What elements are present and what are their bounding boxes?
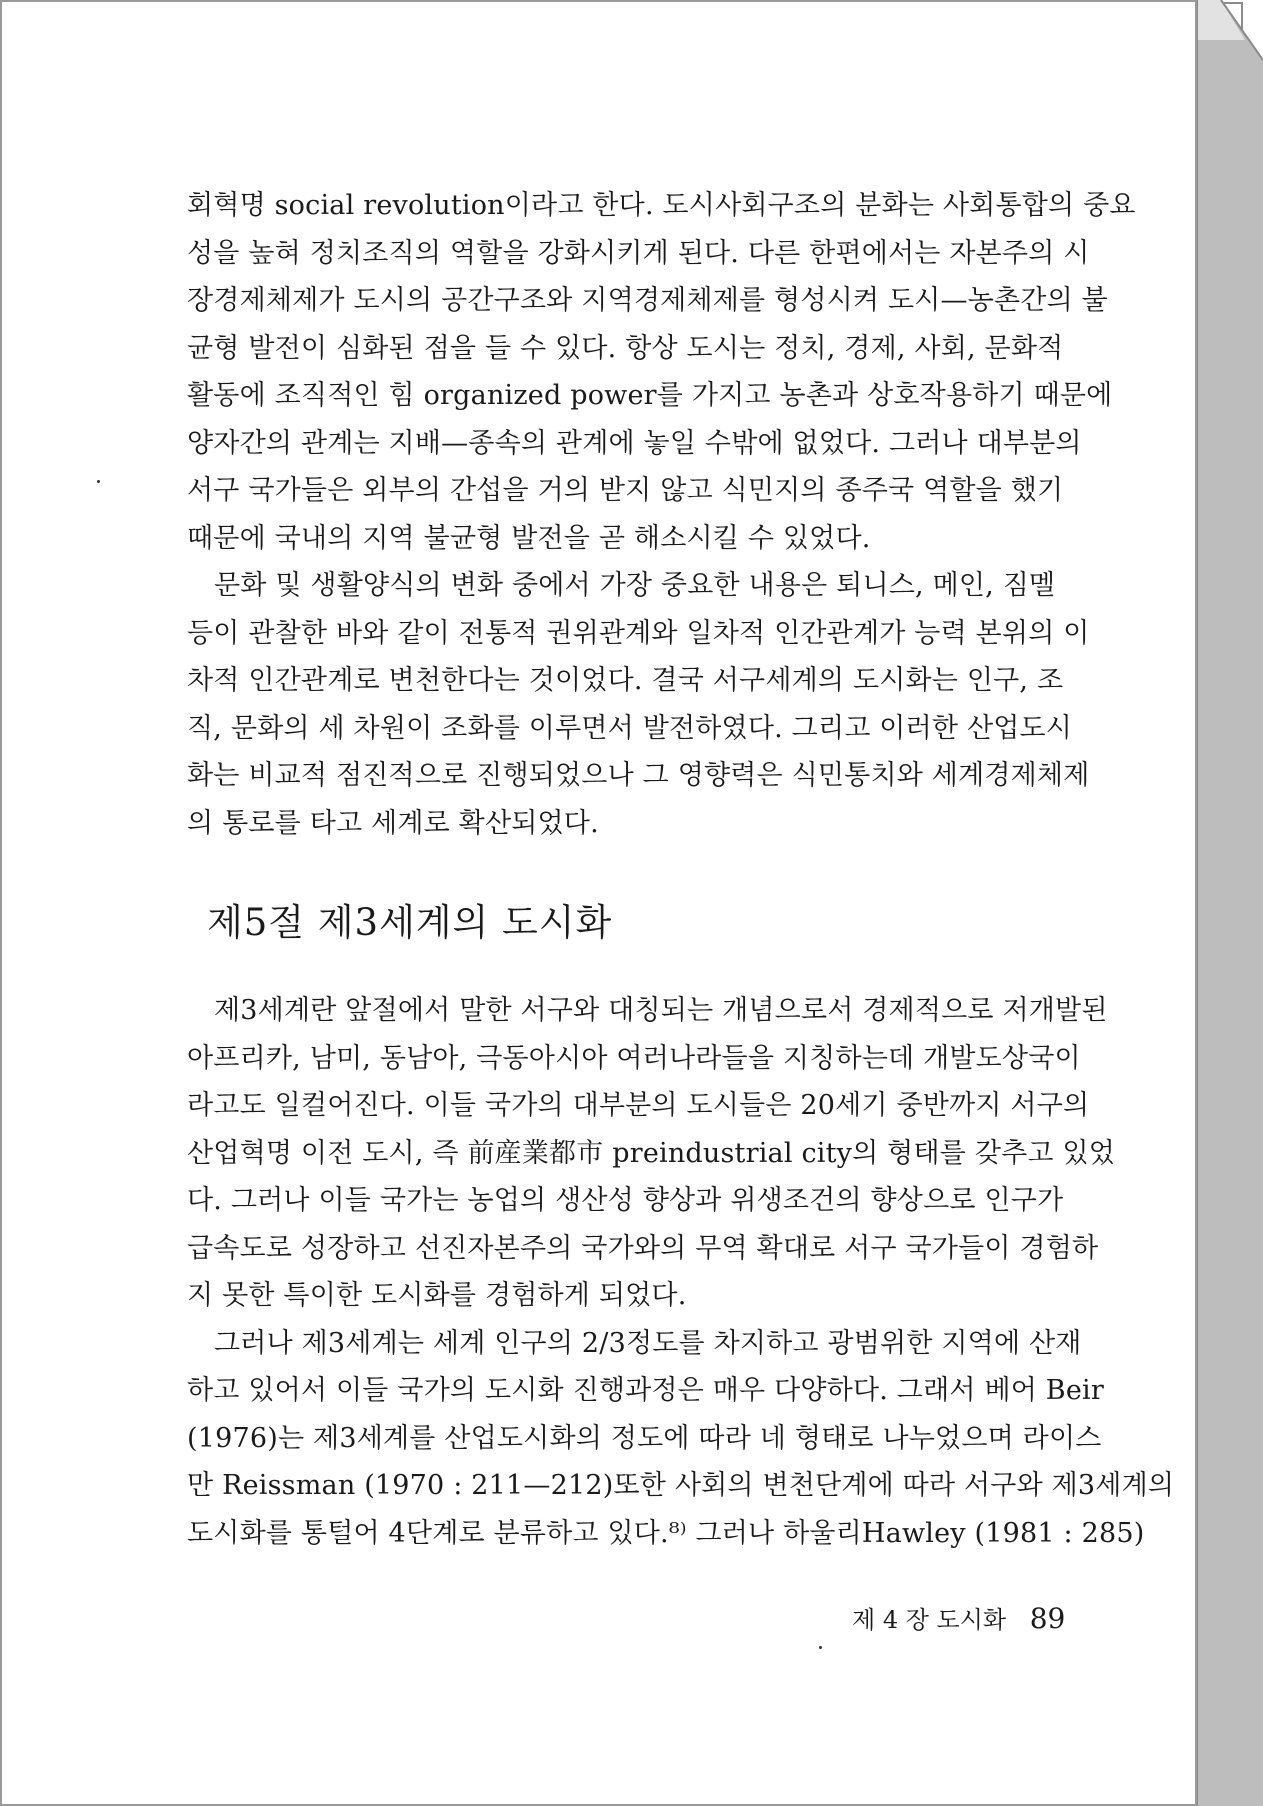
page-edge	[1197, 0, 1263, 1806]
text-line: 활동에 조직적인 힘 organized power를 가지고 농촌과 상호작용하기 때문에	[187, 380, 1113, 411]
text-line: 성을 높혀 정치조직의 역할을 강화시키게 된다. 다른 한편에서는 자본주의 시	[187, 237, 1090, 269]
scan-speck	[819, 1646, 822, 1649]
page-number: 89	[1029, 1602, 1066, 1635]
text-line: 직, 문화의 세 차원이 조화를 이루면서 발전하였다. 그리고 이러한 산업도시	[187, 712, 1073, 744]
text-line: 만 Reissman (1970 : 211—212)또한 사회의 변천단계에 따라 서구와 제3세계의	[187, 1470, 1175, 1501]
paragraph	[187, 562, 1090, 847]
text-line: 하고 있어서 이들 국가의 도시화 진행과정은 매우 다양하다. 그래서 베어 Beir	[187, 1375, 1104, 1406]
text-line: 양자간의 관계는 지배—종속의 관계에 놓일 수밖에 없었다. 그러나 대부분의	[187, 427, 1082, 459]
paragraph	[187, 987, 1116, 1320]
text-line: 그러나 제3세계는 세계 인구의 2/3정도를 차지하고 광범위한 지역에 산재	[214, 1327, 1082, 1359]
page-footer	[852, 1600, 1072, 1635]
text-line: 장경제체제가 도시의 공간구조와 지역경제체제를 형성시켜 도시—농촌간의 불	[187, 285, 1108, 316]
text-line: 등이 관찰한 바와 같이 전통적 권위관계와 일차적 인간관계가 능력 본위의 이	[187, 617, 1090, 649]
text-line: 지 못한 특이한 도시화를 경험하게 되었다.	[187, 1280, 687, 1311]
text-line: 균형 발전이 심화된 점을 들 수 있다. 항상 도시는 정치, 경제, 사회, 문화적	[187, 332, 1064, 364]
page-body	[187, 182, 1136, 847]
text-line: (1976)는 제3세계를 산업도시화의 정도에 따라 네 형태로 나누었으며 라이스	[187, 1422, 1102, 1454]
text-line: 급속도로 성장하고 선진자본주의 국가와의 무역 확대로 서구 국가들이 경험하	[187, 1232, 1099, 1264]
section-title: 제5절 제3세계의 도시화	[207, 901, 613, 944]
page-body-lower	[187, 987, 1175, 1557]
text-line: 도시화를 통털어 4단계로 분류하고 있다.⁸⁾ 그러나 하울리Hawley (1981 : 285)	[187, 1517, 1145, 1549]
text-line: 때문에 국내의 지역 불균형 발전을 곧 해소시킬 수 있었다.	[187, 522, 871, 554]
text-line: 다. 그러나 이들 국가는 농업의 생산성 향상과 위생조건의 향상으로 인구가	[187, 1185, 1064, 1216]
text-line: 산업혁명 이전 도시, 즉 前産業都市 preindustrial city의 형태를 갖추고 있었	[187, 1137, 1116, 1169]
chapter-label: 제 4 장 도시화	[852, 1606, 1007, 1634]
scan-speck	[97, 480, 100, 483]
text-line: 아프리카, 남미, 동남아, 극동아시아 여러나라들을 지칭하는데 개발도상국이	[187, 1042, 1081, 1074]
text-line: 차적 인간관계로 변천한다는 것이었다. 결국 서구세계의 도시화는 인구, 조	[187, 665, 1064, 696]
text-line: 서구 국가들은 외부의 간섭을 거의 받지 않고 식민지의 종주국 역할을 했기	[187, 475, 1064, 506]
paragraph	[187, 182, 1136, 562]
text-line: 화는 비교적 점진적으로 진행되었으나 그 영향력은 식민통치와 세계경제체제	[187, 760, 1090, 791]
text-line: 라고도 일컬어진다. 이들 국가의 대부분의 도시들은 20세기 중반까지 서구의	[187, 1090, 1090, 1121]
text-line: 문화 및 생활양식의 변화 중에서 가장 중요한 내용은 퇴니스, 메인, 짐멜	[214, 570, 1056, 601]
text-line: 의 통로를 타고 세계로 확산되었다.	[187, 807, 599, 839]
paragraph	[187, 1320, 1175, 1558]
text-line: 회혁명 social revolution이라고 한다. 도시사회구조의 분화는 사회통합의 중요	[187, 190, 1136, 221]
text-line: 제3세계란 앞절에서 말한 서구와 대칭되는 개념으로서 경제적으로 저개발된	[214, 995, 1108, 1026]
